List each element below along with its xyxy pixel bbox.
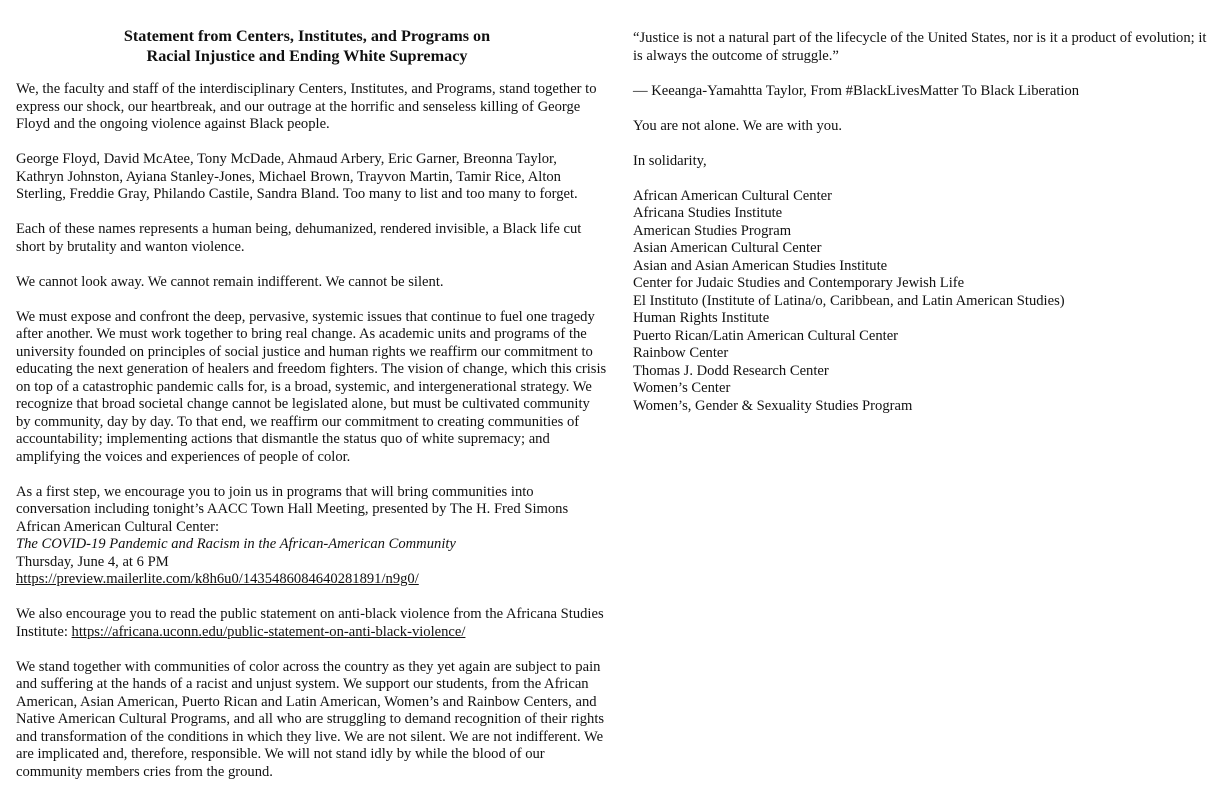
paragraph-dehumanized: Each of these names represents a human being, dehumanized, rendered invisible, a Black life cut short by brutality and wanton violence. — [16, 221, 582, 255]
closing-text: In solidarity, — [633, 152, 707, 169]
paragraph-systemic-issues: We must expose and confront the deep, pervasive, systemic issues that continue to fuel one tragedy after another. We must work together to bring real change. As academic units and programs of the university founded on principles of social justice and human rights we reaffirm our commitment to educating the next generation of healers and freedom fighters. The vision of change, which this crisis on top of a catastrophic pandemic calls for, is a broad, systemic, and intergenerational strategy. We recognize that broad societal change cannot be legislated alone, but must be cultivated community by community, day by day. To that end, we reaffirm our commitment to creating communities of accountability; implementing actions that dismantle the status quo of white supremacy; and amplifying the voices and experiences of people of color. — [16, 308, 607, 465]
signer-item: Center for Judaic Studies and Contemporary Jewish Life — [633, 275, 965, 291]
first-step-intro: As a first step, we encourage you to join us in programs that will bring communities into conversation including tonight’s AACC Town Hall Meeting, presented by The H. Fred Simons African American Cultural Center: — [16, 483, 569, 535]
event-title: The COVID-19 Pandemic and Racism in the African-American Community — [16, 536, 456, 552]
signer-item: Asian and Asian American Studies Institute — [633, 257, 888, 274]
signer-item: Asian American Cultural Center — [633, 240, 822, 256]
title-line-1: Statement from Centers, Institutes, and Programs on — [123, 27, 491, 45]
event-time: Thursday, June 4, at 6 PM — [16, 553, 169, 570]
signers-list — [633, 188, 1213, 416]
event-link[interactable]: https://preview.mailerlite.com/k8h6u0/1435486084640281891/n9g0/ — [16, 571, 419, 587]
signer-item: Human Rights Institute — [633, 310, 770, 326]
paragraph-first-step — [16, 484, 608, 589]
africana-intro: We also encourage you to read the public statement on anti-black violence from the Africana Studies Institute: — [16, 606, 604, 640]
document-title — [16, 26, 608, 66]
paragraph-cannot-look-away: We cannot look away. We cannot remain indifferent. We cannot be silent. — [16, 273, 444, 290]
signer-item: Puerto Rican/Latin American Cultural Center — [633, 327, 899, 344]
signer-item: African American Cultural Center — [633, 187, 832, 204]
signer-item: Women’s Center — [633, 380, 731, 396]
left-column — [16, 26, 608, 792]
africana-link[interactable]: https://africana.uconn.edu/public-statement-on-anti-black-violence/ — [71, 623, 466, 640]
signer-item: El Instituto (Institute of Latina/o, Caribbean, and Latin American Studies) — [633, 292, 1065, 309]
signer-item: Women’s, Gender & Sexuality Studies Program — [633, 397, 913, 414]
signer-item: American Studies Program — [633, 222, 792, 239]
paragraph-stand-together: We stand together with communities of color across the country as they yet again are subject to pain and suffering at the hands of a racist and unjust system. We support our students, from the African American, Asian American, Puerto Rican and Latin American, Women’s and Rainbow Centers, and Native American Cultural Programs, and all who are struggling to demand recognition of their rights and transformation of the conditions in which they live. We are not silent. We are not indifferent. We are implicated and, therefore, responsible. We will not stand idly by while the blood of our community members cries from the ground. — [16, 658, 605, 780]
signer-item: Thomas J. Dodd Research Center — [633, 362, 829, 379]
paragraph-names: George Floyd, David McAtee, Tony McDade, Ahmaud Arbery, Eric Garner, Breonna Taylor, Kathryn Johnston, Ayiana Stanley-Jones, Michael Brown, Trayvon Martin, Tamir Rice, Alton Sterling, Freddie Gray, Philando Castile, Sandra Bland. Too many to list and too many to forget. — [16, 151, 578, 202]
paragraph-africana-statement — [16, 606, 608, 641]
title-line-2: Racial Injustice and Ending White Supremacy — [146, 47, 468, 65]
quote-attribution: — Keeanga-Yamahtta Taylor, From #BlackLivesMatter To Black Liberation — [633, 82, 1080, 99]
quote: “Justice is not a natural part of the lifecycle of the United States, nor is it a product of evolution; it is always the outcome of struggle.” — [633, 30, 1207, 64]
right-column — [633, 30, 1213, 415]
signer-item: Africana Studies Institute — [633, 205, 783, 221]
paragraph-opening: We, the faculty and staff of the interdisciplinary Centers, Institutes, and Programs, stand together to express our shock, our heartbreak, and our outrage at the horrific and senseless killing of George Floyd and the ongoing violence against Black people. — [16, 81, 597, 132]
signer-item: Rainbow Center — [633, 345, 729, 361]
not-alone-text: You are not alone. We are with you. — [633, 117, 843, 134]
